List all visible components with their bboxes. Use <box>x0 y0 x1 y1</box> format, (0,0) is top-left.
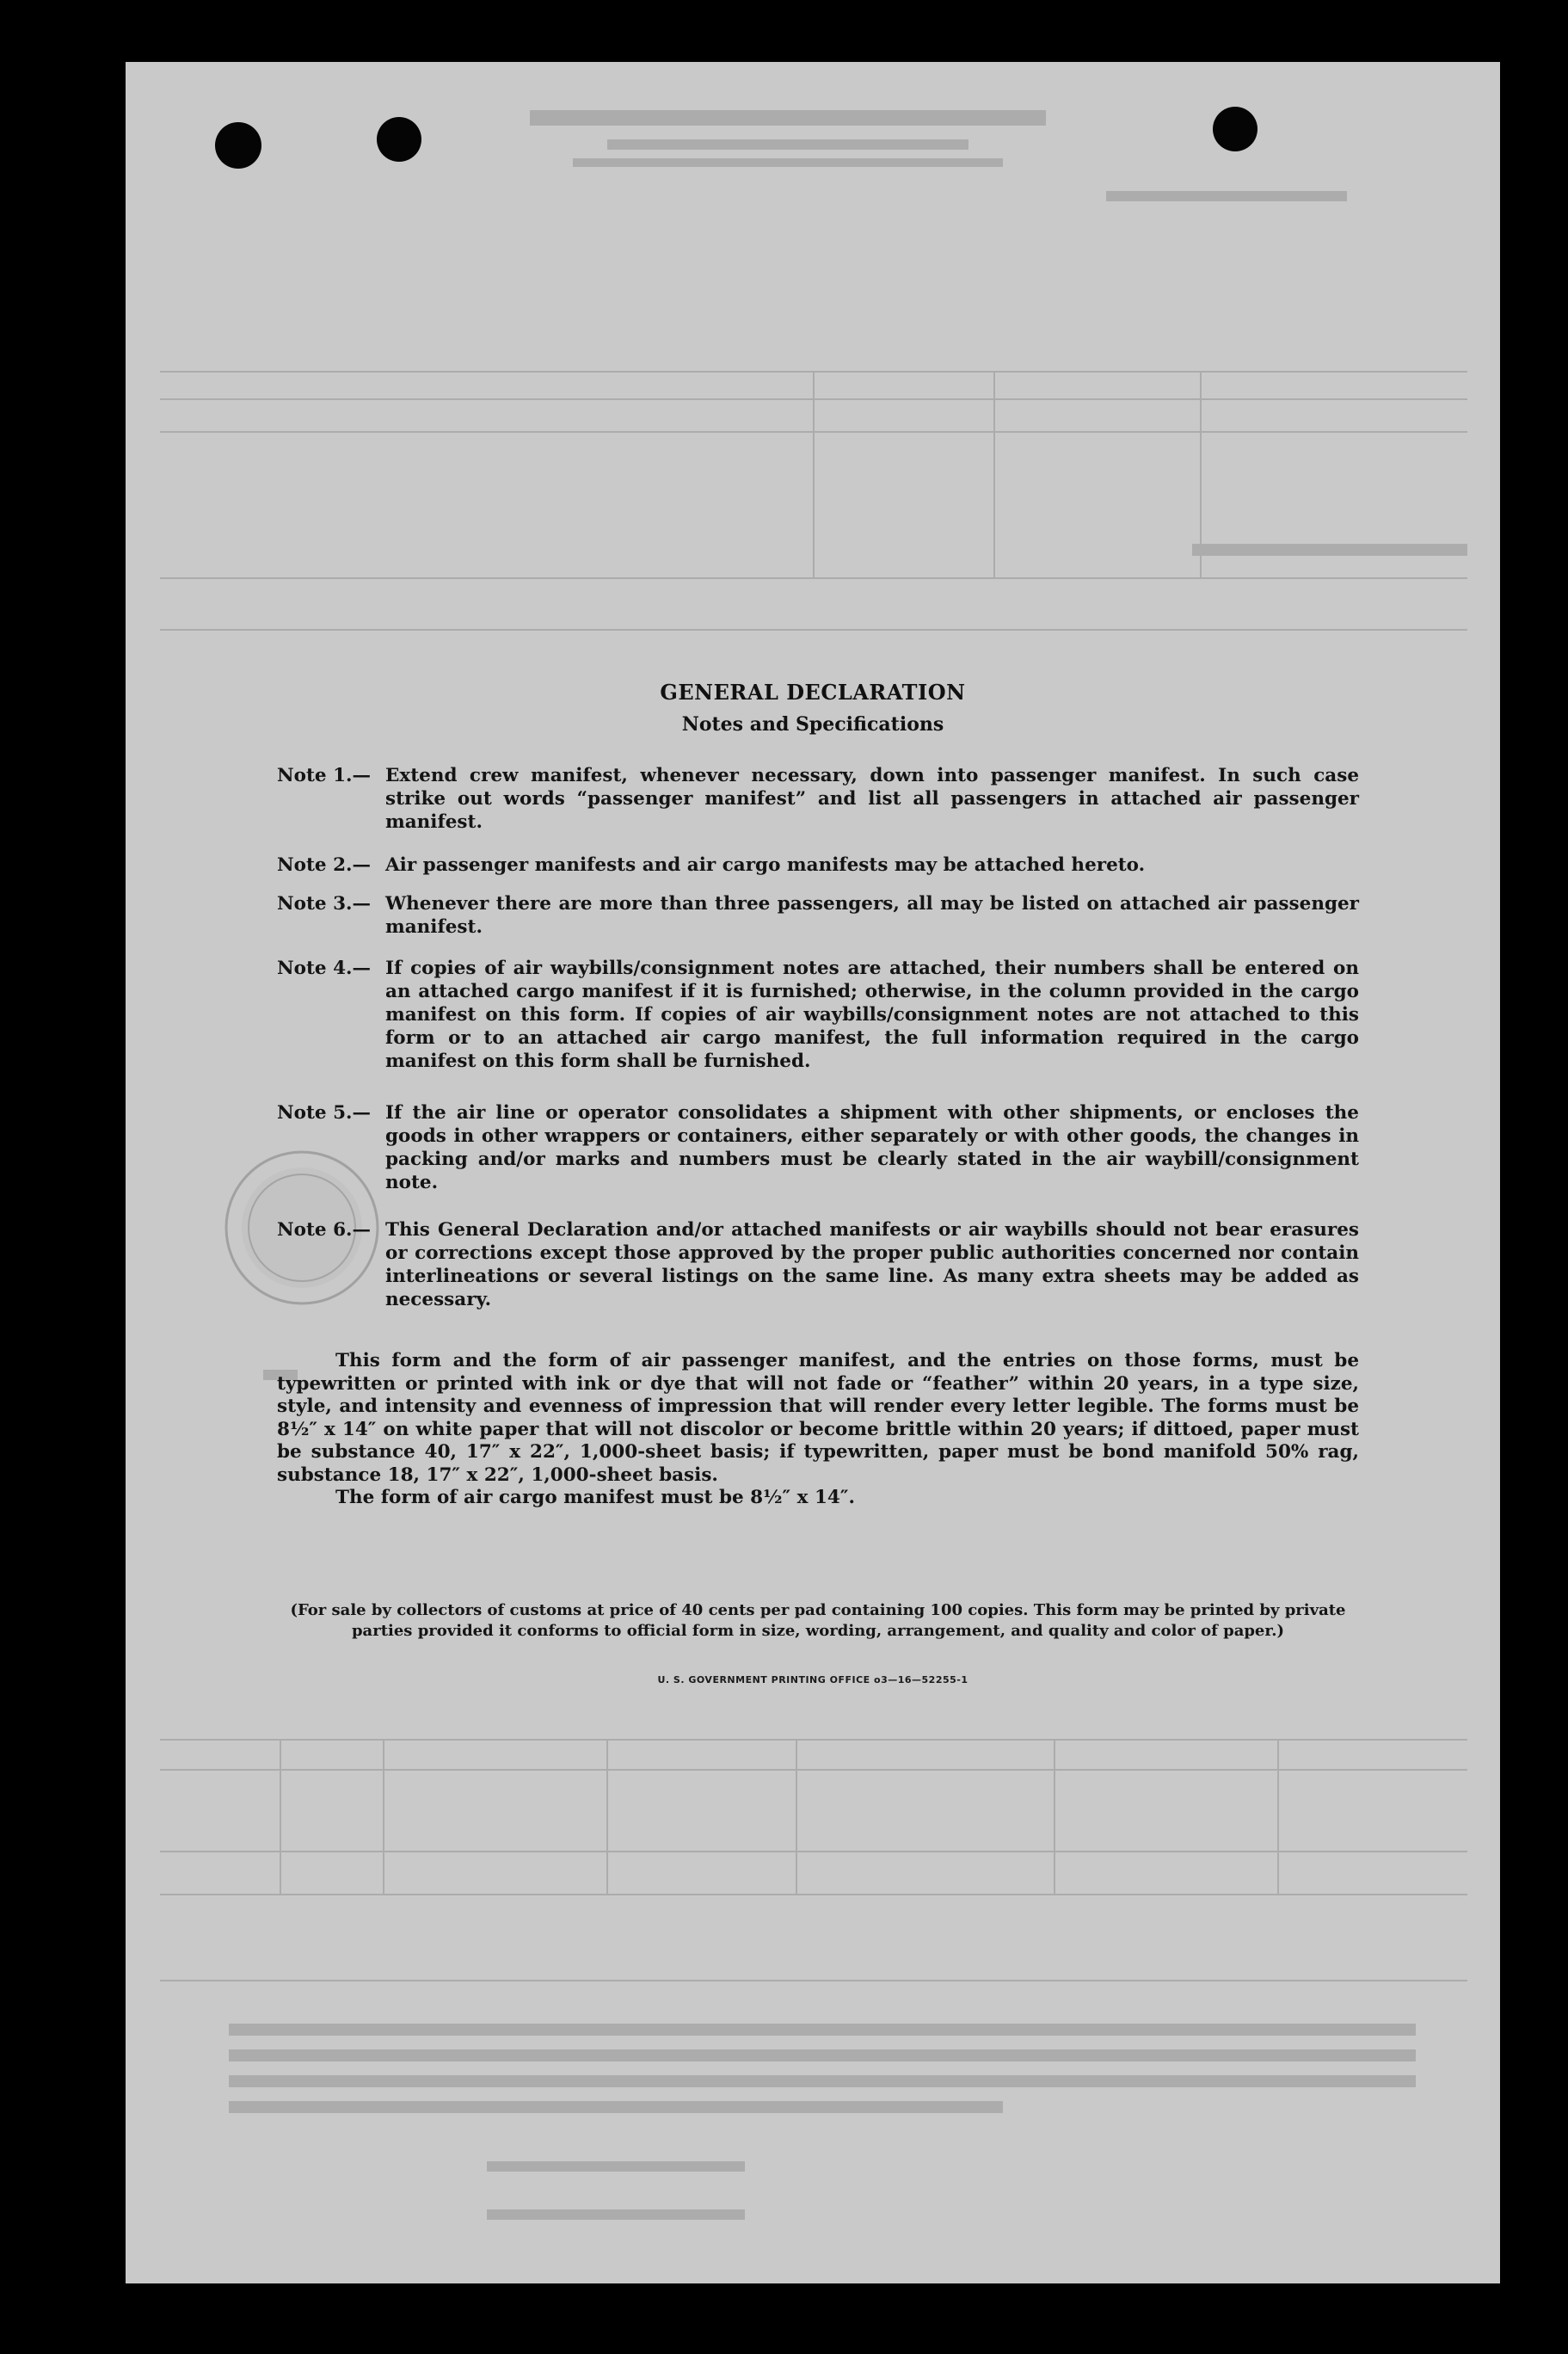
note-label: Note 2.— <box>277 854 372 876</box>
note-3 <box>277 892 1359 939</box>
note-text: If copies of air waybills/consignment notes are attached, their numbers shall be entered on an attached cargo manifest if it is furnished; otherwise, in the column provided in the cargo manifest on this form. If copies of air waybills/consignment notes are not attached to this form or to an attached air cargo manifest, the full information required in the cargo manifest on this form shall be furnished. <box>385 958 1359 1072</box>
specifications-paragraph <box>277 1350 1359 1510</box>
note-label: Note 4.— <box>277 958 372 979</box>
note-1 <box>277 764 1359 834</box>
printer-imprint: U. S. GOVERNMENT PRINTING OFFICE o3—16—52255-1 <box>657 1674 968 1685</box>
note-label: Note 3.— <box>277 893 372 915</box>
note-text: If the air line or operator consolidates a shipment with other shipments, or encloses the goods in other wrappers or containers, either separately or with other goods, the changes in packing and/or marks and numbers must be clearly stated in the air waybill/consignment note. <box>385 1102 1359 1193</box>
note-6 <box>277 1218 1359 1311</box>
note-4 <box>277 957 1359 1073</box>
note-text: Air passenger manifests and air cargo manifests may be attached hereto. <box>385 854 1146 876</box>
note-text: Whenever there are more than three passengers, all may be listed on attached air passenger manifest. <box>385 893 1359 938</box>
note-5 <box>277 1101 1359 1194</box>
note-label: Note 1.— <box>277 765 372 786</box>
cargo-manifest-size-text: The form of air cargo manifest must be 8½″ x 14″. <box>335 1487 855 1508</box>
note-text: Extend crew manifest, whenever necessary, down into passenger manifest. In such case strike out words “passenger manifest” and list all passengers in attached air passenger manifest. <box>385 765 1359 833</box>
sale-notice: (For sale by collectors of customs at price of 40 cents per pad containing 100 copies. This form may be printed by private parties provided it conforms to official form in size, wording, arrangement, and quality and color of paper.) <box>290 1601 1346 1640</box>
document-page <box>126 62 1500 2283</box>
document-title: GENERAL DECLARATION <box>660 680 966 705</box>
document-subtitle: Notes and Specifications <box>681 713 944 736</box>
specifications-text: This form and the form of air passenger manifest, and the entries on those forms, must be typewritten or printed with ink or dye that will not fade or “feather” within 20 years, in a type size, style, and intensity and evenness of impression that will render every letter legible. The forms must be 8½″ x 14″ on white paper that will not discolor or become brittle within 20 years; if dittoed, paper must be substance 40, 17″ x 22″, 1,000-sheet basis; if typewritten, paper must be bond manifold 50% rag, substance 18, 17″ x 22″, 1,000-sheet basis. <box>277 1350 1359 1486</box>
note-2 <box>277 853 1359 877</box>
note-label: Note 5.— <box>277 1102 372 1124</box>
note-text: This General Declaration and/or attached manifests or air waybills should not bear erasures or corrections except those approved by the proper public authorities concerned nor contain interlineations or several listings on the same line. As many extra sheets may be added as necessary. <box>385 1219 1359 1310</box>
note-label: Note 6.— <box>277 1219 372 1241</box>
